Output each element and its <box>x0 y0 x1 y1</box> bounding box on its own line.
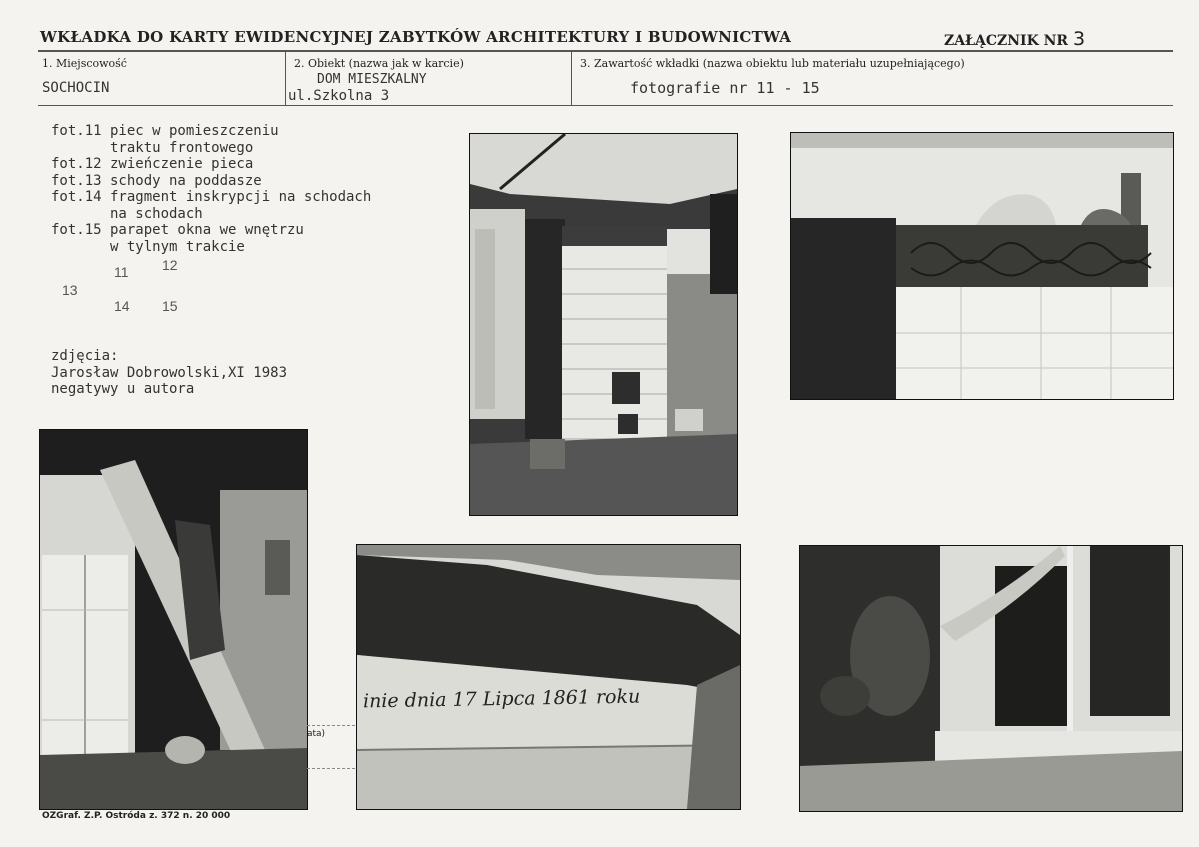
hidden-label-fragment: ata) <box>307 729 326 739</box>
photo-11-image <box>470 134 737 515</box>
column-divider-1 <box>285 52 286 105</box>
photo-11-stove <box>469 133 738 516</box>
inscription-text: inie dnia 17 Lipca 1861 roku <box>362 685 641 713</box>
layout-number-12: 12 <box>162 257 178 273</box>
place-label: 1. Miejscowość <box>42 57 127 70</box>
attachment-label <box>944 28 1085 50</box>
object-value-line-2: ul.Szkolna 3 <box>288 88 390 104</box>
credits-line: negatywy u autora <box>51 381 195 397</box>
place-value: SOCHOCIN <box>42 80 110 96</box>
hidden-field-rule <box>307 768 355 769</box>
photo-15-image <box>800 546 1182 811</box>
content-label: 3. Zawartość wkładki (nazwa obiektu lub materiału uzupełniającego) <box>580 57 965 70</box>
photo-captions <box>51 123 371 255</box>
credits-line: Jarosław Dobrowolski,XI 1983 <box>51 364 288 381</box>
content-value: fotografie nr 11 - 15 <box>630 79 820 97</box>
form-title: WKŁADKA DO KARTY EWIDENCYJNEJ ZABYTKÓW ARCHITEKTURY I BUDOWNICTWA <box>40 28 792 46</box>
photo-12-image <box>791 133 1173 399</box>
hidden-field-rule <box>307 725 355 726</box>
caption-line: fot.11 piec w pomieszczeniu <box>51 123 279 139</box>
object-label: 2. Obiekt (nazwa jak w karcie) <box>294 57 464 70</box>
photo-13-stairs <box>39 429 308 810</box>
photo-12-stove-top <box>790 132 1174 400</box>
photo-13-image <box>40 430 307 809</box>
layout-number-11: 11 <box>114 264 129 280</box>
column-divider-2 <box>571 52 572 105</box>
photo-15-window-sill <box>799 545 1183 812</box>
fields-rule <box>38 105 1173 106</box>
object-value-line-1: DOM MIESZKALNY <box>317 72 427 87</box>
caption-line: traktu frontowego <box>51 139 254 156</box>
layout-number-13: 13 <box>62 282 78 298</box>
layout-number-15: 15 <box>162 298 178 314</box>
caption-line: fot.12 zwieńczenie pieca <box>51 156 254 172</box>
photo-14-inscription <box>356 544 741 810</box>
photo-credits <box>51 348 287 398</box>
credits-line: zdjęcia: <box>51 348 119 364</box>
caption-line: na schodach <box>51 205 203 222</box>
attachment-number: 3 <box>1072 28 1086 50</box>
caption-line: fot.15 parapet okna we wnętrzu <box>51 222 304 238</box>
caption-line: fot.13 schody na poddasze <box>51 172 262 189</box>
printer-imprint: OZGraf. Z.P. Ostróda z. 372 n. 20 000 <box>42 811 231 821</box>
caption-line: w tylnym trakcie <box>51 238 245 255</box>
layout-number-14: 14 <box>114 298 130 314</box>
header-rule <box>38 50 1173 52</box>
attachment-label-text: ZAŁĄCZNIK NR <box>944 33 1069 49</box>
photo-14-image <box>357 545 740 809</box>
caption-line: fot.14 fragment inskrypcji na schodach <box>51 189 372 205</box>
